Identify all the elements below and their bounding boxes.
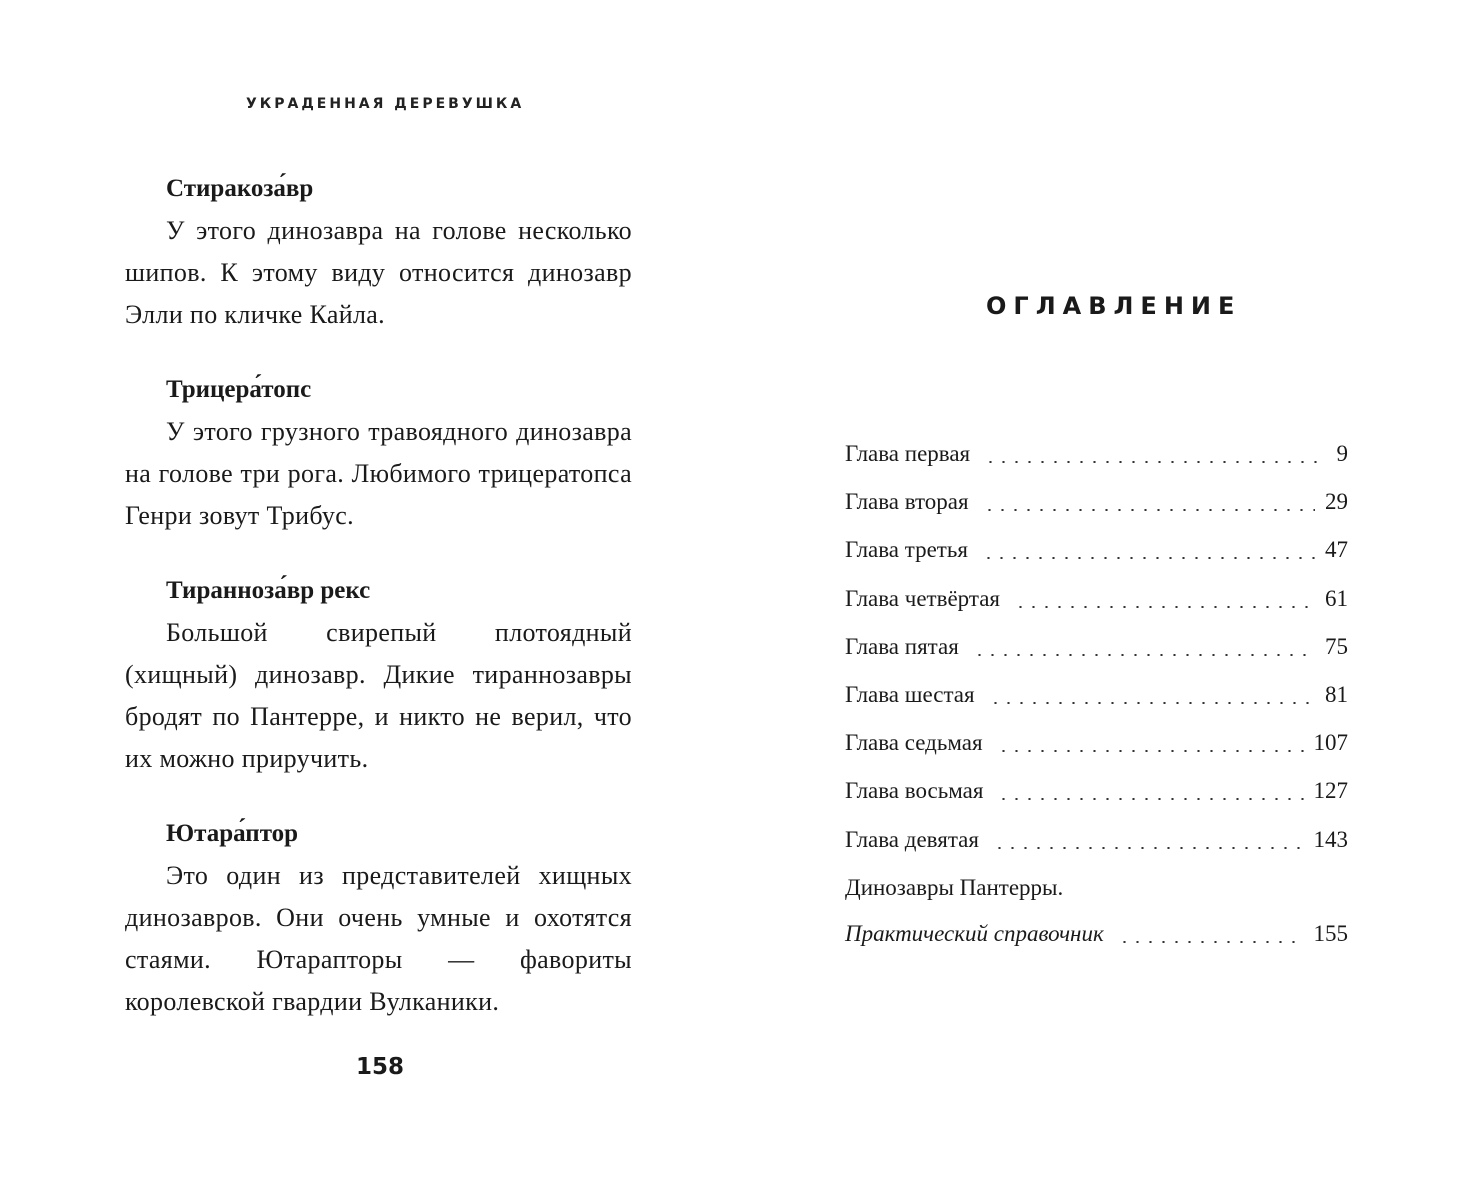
toc-entry-page: 107 <box>1313 730 1348 756</box>
toc-entry-label: Глава четвёртая <box>845 585 1000 611</box>
entry-text: Большой свирепый плотоядный (хищный) динозавр. Дикие тираннозавры бродят по Пантерре, и никто не верил, что их можно приручить. <box>125 618 632 773</box>
toc-entry[interactable] <box>845 528 1348 576</box>
toc-entry[interactable] <box>845 818 1348 866</box>
toc-entry[interactable] <box>845 625 1348 673</box>
running-head: УКРАДЕННАЯ ДЕРЕВУШКА <box>246 96 525 112</box>
toc-entry[interactable] <box>845 577 1348 625</box>
right-page <box>738 0 1477 1182</box>
toc-entry[interactable] <box>845 721 1348 769</box>
entry-text: У этого грузного травоядного динозавра на голове три рога. Любимого трицератопса Генри зовут Трибус. <box>125 417 632 530</box>
toc-entry-label: Глава девятая <box>845 826 979 852</box>
entry-title: Стиракоза́вр <box>166 175 314 202</box>
entry-title: Тиранноза́вр рекс <box>166 577 371 604</box>
glossary-entry <box>125 813 632 1023</box>
toc-entry-page: 61 <box>1325 585 1348 611</box>
left-page <box>0 0 738 1182</box>
toc-entry-label: Глава седьмая <box>845 730 983 756</box>
dot-leader <box>1014 606 1315 608</box>
toc-entry-page: 9 <box>1336 441 1348 466</box>
toc-appendix-entry[interactable] <box>845 912 1348 960</box>
dot-leader <box>989 702 1315 704</box>
toc-entry-page: 143 <box>1313 826 1348 852</box>
glossary-entry <box>125 369 632 537</box>
glossary-entry <box>125 570 632 780</box>
dot-leader <box>997 798 1303 800</box>
dot-leader <box>997 750 1304 752</box>
toc-entry-label: Глава шестая <box>845 681 975 707</box>
toc-entry[interactable] <box>845 673 1348 721</box>
toc-entry[interactable] <box>845 432 1348 480</box>
toc-entry-page: 29 <box>1325 489 1348 515</box>
table-of-contents <box>845 432 1348 960</box>
toc-entry-label: Глава первая <box>845 441 971 466</box>
toc-appendix-heading[interactable] <box>845 866 1348 912</box>
entry-text: Это один из представителей хищных динозавров. Они очень умные и охотятся стаями. Ютарапторы — фавориты королевской гвардии Вулканики. <box>125 861 632 1016</box>
toc-appendix-subtitle: Практический справочник <box>845 920 1104 946</box>
dot-leader <box>984 461 1318 463</box>
toc-entry-page: 75 <box>1325 633 1348 659</box>
page-number: 158 <box>356 1054 405 1080</box>
toc-entry-page: 127 <box>1313 778 1348 804</box>
entry-text: У этого динозавра на голове несколько шипов. К этому виду относится динозавр Элли по кличке Кайла. <box>125 216 632 329</box>
dot-leader <box>982 557 1315 559</box>
dot-leader <box>973 654 1315 656</box>
toc-entry-label: Глава вторая <box>845 489 969 515</box>
dot-leader <box>1118 941 1304 943</box>
toc-title: ОГЛАВЛЕНИЕ <box>986 292 1242 320</box>
toc-appendix-label: Динозавры Пантерры. <box>845 874 1064 900</box>
toc-entry-label: Глава третья <box>845 537 968 563</box>
toc-entry-label: Глава восьмая <box>845 778 984 804</box>
toc-entry-page: 81 <box>1325 681 1348 707</box>
toc-entry-page: 47 <box>1325 537 1348 563</box>
entry-title: Трицера́топс <box>166 376 312 403</box>
entry-title: Ютара́птор <box>166 820 299 847</box>
glossary-entries <box>125 168 632 1056</box>
toc-entry[interactable] <box>845 769 1348 817</box>
toc-appendix-page: 155 <box>1313 920 1348 946</box>
toc-entry[interactable] <box>845 480 1348 528</box>
glossary-entry <box>125 168 632 336</box>
dot-leader <box>993 847 1304 849</box>
toc-entry-label: Глава пятая <box>845 633 959 659</box>
dot-leader <box>983 509 1315 511</box>
